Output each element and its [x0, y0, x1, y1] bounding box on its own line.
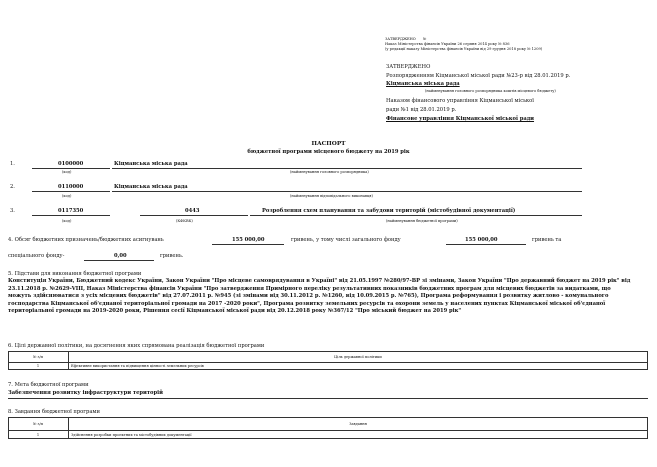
- approval-org-1: Кіцманська міська рада: [386, 81, 460, 87]
- general-fund-amount: 155 000,00: [465, 237, 498, 243]
- row-name: Кіцманська міська рада: [114, 184, 188, 190]
- section-5-body: Конституція України, Бюджетний кодекс України, Закон України "Про місцеве самоврядування в Україні" від 21.05.1997 №280/97-ВР зі змінами, Закон України "Про державний бюджет на 2019 рік" від 23.11.2018 р. №2629-VIII, Наказ Міністерства фінансів України "Про затвердження Примірного переліку результативних показників бюджетних програм для місцевих бюджетів за видатками, що можуть здійснюватися з усіх місцевих бюджетів" від 27.07.2011 р. №945 (зі змінами від 30.11.2012 р. №1260, від 10.09.2015 р. №765), Програма реформування і розвитку житлово - комунального господарства Кіцманської об'єднаної територіальної громади на 2017 -2020 роки", Програма розвитку земельних ресурсів та охорони земель у населених пунктах Кіцманської міської об'єднаної територіальної громади на 2019-2020 роки, Рішення сесії Кіцманської міської ради від 20.12.2018 року №367/12 "Про міський бюджет на 2019 рік": [8, 278, 631, 315]
- section-6-col-number: № з/п: [32, 355, 44, 359]
- name-caption: (найменування головного розпорядника): [290, 170, 369, 174]
- approval-order-2-line-2: ради №1 від 28.01.2019 р.: [386, 107, 457, 113]
- section-8-row-task: Здійснення розробки проектних та містобудівних документації: [71, 433, 192, 437]
- row-number: 1.: [10, 161, 15, 167]
- special-fund-amount: 0,00: [114, 253, 127, 259]
- code-caption: (код): [62, 219, 72, 223]
- section-4-text-5: гривень.: [160, 253, 184, 259]
- code-caption: (код): [62, 194, 72, 198]
- section-8-col-number: № з/п: [32, 422, 44, 426]
- row-name: Кіцманська міська рада: [114, 161, 188, 167]
- passport-subtitle: бюджетної програми місцевого бюджету на 2019 рік: [247, 149, 410, 155]
- approval-org-2: Фінансове управління Кіцманської міської ради: [386, 116, 535, 122]
- row-kfkvk: 0443: [185, 208, 200, 214]
- row-code: 0100000: [58, 161, 84, 167]
- kfkvk-caption: (КФКВК): [176, 219, 193, 223]
- general-fund-label: гривень, у тому числі загального фонду: [291, 237, 401, 243]
- section-7-body: Забезпечення розвитку інфраструктури територій: [8, 390, 163, 396]
- ref-line-2: (у редакції наказу Міністерства фінансів України від 29 грудня 2018 року № 1209): [385, 47, 543, 51]
- ref-label: ЗАТВЕРДЖЕНО №: [385, 37, 427, 41]
- section-6-row-number: 1: [36, 364, 40, 368]
- section-8-title: 8. Завдання бюджетної програми: [8, 409, 100, 415]
- section-6-title: 6. Цілі державної політики, на досягнення яких спрямована реалізація бюджетної програми: [8, 343, 265, 349]
- section-7-title: 7. Мета бюджетної програми: [8, 382, 89, 388]
- approval-org-1-caption: (найменування головного розпорядника коштів місцевого бюджету): [425, 89, 556, 93]
- passport-title: ПАСПОРТ: [311, 141, 346, 147]
- section-8-row-number: 1: [36, 433, 40, 437]
- name-caption: (найменування бюджетної програми): [386, 219, 458, 223]
- section-5-title: 5. Підстави для виконання бюджетної програми: [8, 271, 142, 277]
- section-4-text: 4. Обсяг бюджетних призначень/бюджетних асигнувань: [8, 237, 164, 243]
- section-6-col-goal: Ціль державної політики: [334, 355, 382, 359]
- name-caption: (найменування відповідального виконавця): [290, 194, 373, 198]
- ref-line-1: Наказ Міністерства фінансів України 26 серпня 2014 року № 836: [385, 42, 510, 46]
- special-fund-label: спеціального фонду-: [8, 253, 65, 259]
- total-amount: 155 000,00: [232, 237, 265, 243]
- section-6-row-goal: Ефективне використання та підвищення цінності земельних ресурсів: [71, 364, 204, 368]
- row-number: 3.: [10, 208, 15, 214]
- code-caption: (код): [62, 170, 72, 174]
- section-8-col-task: Завдання: [349, 422, 367, 426]
- approval-title: ЗАТВЕРДЖЕНО: [386, 64, 431, 70]
- row-code: 0117350: [58, 208, 84, 214]
- approval-order-1: Розпорядженням Кіцманської міської ради №23-р від 28.01.2019 р.: [386, 73, 571, 79]
- section-4-text-3: гривень та: [532, 237, 562, 243]
- row-number: 2.: [10, 184, 15, 190]
- row-name: Розроблення схем планування та забудови територій (містобудівної документації): [262, 208, 516, 214]
- row-code: 0110000: [58, 184, 84, 190]
- approval-order-2-line-1: Наказом фінансового управління Кіцманської міської: [386, 98, 534, 104]
